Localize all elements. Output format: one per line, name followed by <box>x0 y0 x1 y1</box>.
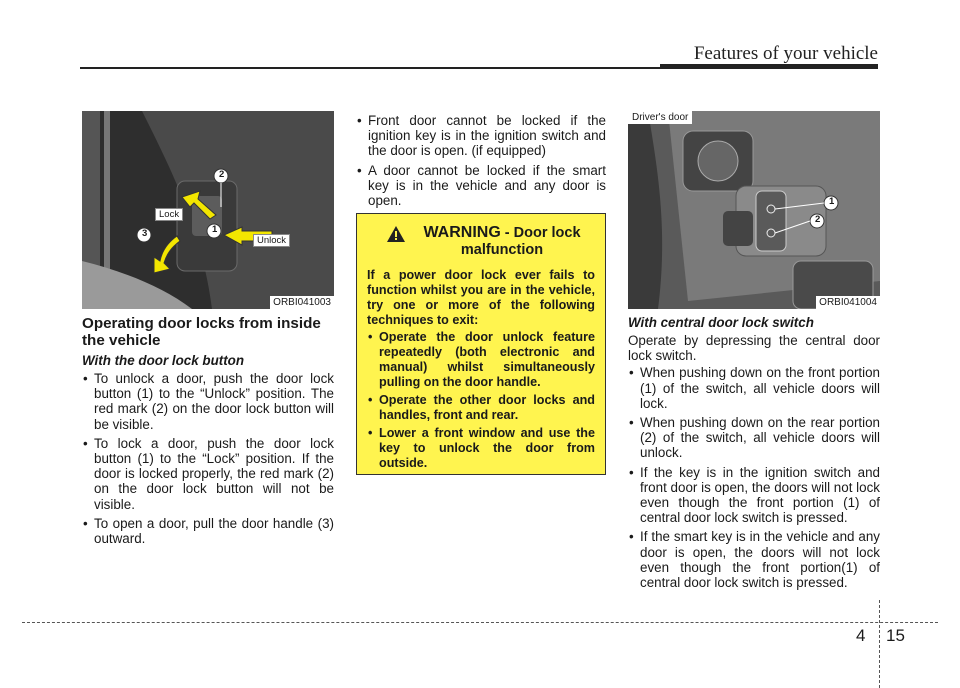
page-header-title: Features of your vehicle <box>693 43 878 64</box>
footer-vertical-dash <box>879 600 880 688</box>
warning-heading <box>367 224 595 259</box>
list-item: • Operate the other door locks and handles, front and rear. <box>367 393 595 423</box>
subheading-central-lock: With central door lock switch <box>628 315 814 330</box>
unlock-label: Unlock <box>253 234 290 247</box>
list-item: • Front door cannot be locked if the ignition key is in the ignition switch and the door is open. (if equipped) <box>356 113 606 159</box>
door-lock-button-list <box>82 371 334 546</box>
list-item: • To lock a door, push the door lock button (1) to the “Lock” position. If the door is locked properly, the red mark (2) on the door lock button will not be visible. <box>82 436 334 512</box>
list-item: • When pushing down on the front portion (1) of the switch, all vehicle doors will lock. <box>628 365 880 411</box>
central-lock-switch-figure <box>628 111 880 309</box>
list-item: • If the key is in the ignition switch and front door is open, the doors will not lock even though the front portion (1) of central door lock switch is pressed. <box>628 465 880 526</box>
list-item: • Operate the door unlock feature repeatedly (both electronic and manual) whilst simultaneously pulling on the door handle. <box>367 330 595 390</box>
warning-label: WARNING <box>423 224 501 241</box>
header-rule-accent <box>660 64 878 69</box>
warning-triangle-icon <box>387 226 405 242</box>
callout-2: 2 <box>815 214 821 225</box>
callout-3: 3 <box>142 228 148 239</box>
warning-box <box>356 213 606 475</box>
column-right <box>628 315 880 594</box>
list-item: • To open a door, pull the door handle (3) outward. <box>82 516 334 546</box>
footer-dashed-rule <box>22 622 938 623</box>
figure-caption: Driver's door <box>628 111 692 124</box>
list-item: • If the smart key is in the vehicle and any door is open, the doors will not lock even though the front portion(1) of central door lock switch is pressed. <box>628 529 880 590</box>
door-lock-note-list <box>356 113 606 208</box>
central-switch-illustration <box>628 111 880 309</box>
lock-label: Lock <box>155 208 183 221</box>
warning-title: - Door lock malfunction <box>460 225 581 258</box>
warning-list <box>367 330 595 471</box>
central-lock-intro: Operate by depressing the central door lock switch. <box>628 333 880 364</box>
chapter-number: 4 <box>856 626 866 645</box>
figure-code: ORBI041003 <box>270 296 334 309</box>
list-item: • To unlock a door, push the door lock button (1) to the “Unlock” position. The red mark (2) on the door lock button will be visible. <box>82 371 334 432</box>
list-item: • Lower a front window and use the key to unlock the door from outside. <box>367 426 595 471</box>
column-left <box>82 315 334 550</box>
subheading-door-lock-button: With the door lock button <box>82 353 245 368</box>
list-item: • When pushing down on the rear portion (2) of the switch, all vehicle doors will unlock. <box>628 415 880 461</box>
door-lock-button-figure <box>82 111 334 309</box>
central-lock-list <box>628 365 880 590</box>
callout-2: 2 <box>219 169 225 180</box>
page-number: 15 <box>886 626 905 645</box>
callout-1: 1 <box>212 224 218 235</box>
list-item: • A door cannot be locked if the smart key is in the vehicle and any door is open. <box>356 163 606 209</box>
callout-1: 1 <box>829 196 835 207</box>
warning-intro: If a power door lock ever fails to function whilst you are in the vehicle, try one or more of the following techniques to exit: <box>367 268 595 327</box>
figure-code: ORBI041004 <box>816 296 880 309</box>
door-lock-illustration <box>82 111 334 309</box>
section-heading: Operating door locks from inside the vehicle <box>82 315 321 349</box>
column-middle <box>356 113 606 212</box>
